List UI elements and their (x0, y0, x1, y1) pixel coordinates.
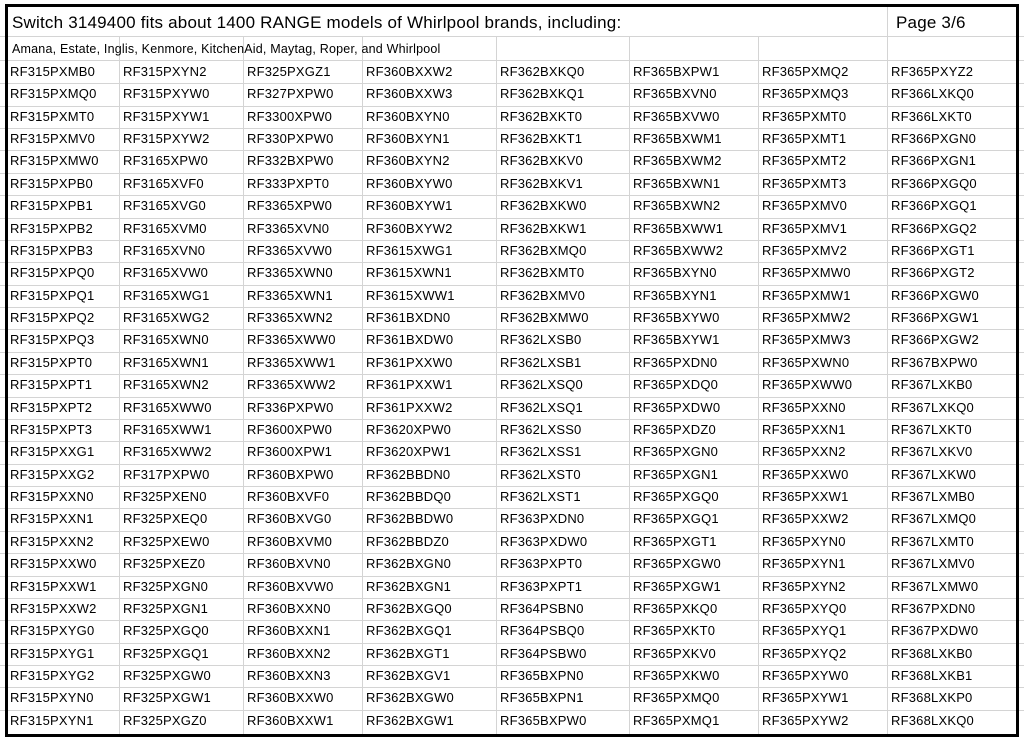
model-cell: RF332BXPW0 (247, 153, 334, 168)
model-cell: RF364PSBN0 (500, 601, 584, 616)
model-cell: RF365PXYN1 (762, 556, 846, 571)
model-cell: RF367LXKW0 (891, 467, 977, 482)
model-cell: RF315PXXN0 (10, 489, 94, 504)
model-cell: RF365BXVW0 (633, 109, 720, 124)
model-cell: RF3165XWN2 (123, 377, 209, 392)
model-cell: RF365BXWN1 (633, 176, 721, 191)
model-cell: RF3365XWN1 (247, 288, 333, 303)
grid-vline (758, 36, 759, 737)
model-cell: RF362BBDQ0 (366, 489, 452, 504)
model-cell: RF3165XVF0 (123, 176, 204, 191)
model-cell: RF360BXYW2 (366, 221, 453, 236)
model-cell: RF360BXYN1 (366, 131, 450, 146)
model-cell: RF325PXGQ0 (123, 623, 209, 638)
model-cell: RF365BXWW1 (633, 221, 724, 236)
model-cell: RF3365XWN0 (247, 265, 333, 280)
model-cell: RF362BXKQ0 (500, 64, 585, 79)
model-cell: RF317PXPW0 (123, 467, 210, 482)
model-cell: RF365PXDQ0 (633, 377, 719, 392)
model-cell: RF365BXYN0 (633, 265, 717, 280)
model-cell: RF362BXGQ0 (366, 601, 452, 616)
model-cell: RF366PXGN0 (891, 131, 977, 146)
model-cell: RF3615XWN1 (366, 265, 452, 280)
model-cell: RF360BXVM0 (247, 534, 333, 549)
model-cell: RF3365XVN0 (247, 221, 330, 236)
model-cell: RF365PXKT0 (633, 623, 716, 638)
model-cell: RF365PXMW3 (762, 332, 851, 347)
model-cell: RF315PXMB0 (10, 64, 96, 79)
model-cell: RF365PXXW2 (762, 511, 849, 526)
model-cell: RF360BXXW0 (247, 690, 334, 705)
model-cell: RF363PXPT0 (500, 556, 583, 571)
model-cell: RF360BXXW3 (366, 86, 453, 101)
model-cell: RF315PXYN1 (10, 713, 94, 728)
model-cell: RF365PXMV1 (762, 221, 848, 236)
model-cell: RF365PXMV0 (762, 198, 848, 213)
grid-vline (119, 36, 120, 737)
model-cell: RF362BXGN0 (366, 556, 452, 571)
model-cell: RF360BXVF0 (247, 489, 330, 504)
model-cell: RF367LXKT0 (891, 422, 972, 437)
model-cell: RF367PXDN0 (891, 601, 976, 616)
model-cell: RF365PXYQ1 (762, 623, 847, 638)
model-cell: RF365PXGQ0 (633, 489, 719, 504)
model-cell: RF365BXPN0 (500, 668, 584, 683)
model-cell: RF361BXDN0 (366, 310, 451, 325)
model-cell: RF3365XWW1 (247, 355, 336, 370)
model-cell: RF360BXXW2 (366, 64, 453, 79)
model-cell: RF360BXXN3 (247, 668, 331, 683)
model-cell: RF3365XWW2 (247, 377, 336, 392)
model-cell: RF3165XWN1 (123, 355, 209, 370)
model-cell: RF3165XVW0 (123, 265, 209, 280)
model-cell: RF325PXEN0 (123, 489, 207, 504)
model-cell: RF362BXKT0 (500, 109, 583, 124)
model-cell: RF360BXXN0 (247, 601, 331, 616)
model-cell: RF362BXMT0 (500, 265, 585, 280)
model-cell: RF365PXYW2 (762, 713, 849, 728)
model-cell: RF315PXPT1 (10, 377, 93, 392)
model-cell: RF365PXMQ1 (633, 713, 720, 728)
model-cell: RF315PXYN0 (10, 690, 94, 705)
model-cell: RF362LXST0 (500, 467, 581, 482)
model-cell: RF3365XPW0 (247, 198, 333, 213)
model-cell: RF3600XPW1 (247, 444, 333, 459)
model-cell: RF315PXPB2 (10, 221, 93, 236)
model-cell: RF3165XWW1 (123, 422, 212, 437)
model-cell: RF365PXXN1 (762, 422, 846, 437)
model-cell: RF365PXMT0 (762, 109, 847, 124)
model-cell: RF362LXST1 (500, 489, 581, 504)
model-cell: RF365PXYW1 (762, 690, 849, 705)
model-cell: RF365PXDZ0 (633, 422, 716, 437)
model-cell: RF362LXSB1 (500, 355, 582, 370)
model-cell: RF315PXXW0 (10, 556, 97, 571)
model-cell: RF367PXDW0 (891, 623, 979, 638)
model-cell: RF362BXGQ1 (366, 623, 452, 638)
model-cell: RF3165XWW2 (123, 444, 212, 459)
model-cell: RF362LXSS0 (500, 422, 582, 437)
model-cell: RF365PXMT1 (762, 131, 847, 146)
model-cell: RF315PXPQ3 (10, 332, 95, 347)
model-cell: RF365BXYW0 (633, 310, 720, 325)
model-cell: RF360BXXN1 (247, 623, 331, 638)
model-cell: RF336PXPW0 (247, 400, 334, 415)
model-cell: RF3165XWN0 (123, 332, 209, 347)
model-cell: RF365PXMQ0 (633, 690, 720, 705)
page-indicator: Page 3/6 (896, 13, 966, 32)
model-cell: RF365PXXW0 (762, 467, 849, 482)
model-cell: RF365PXYN0 (762, 534, 846, 549)
model-cell: RF3165XWG1 (123, 288, 210, 303)
model-cell: RF315PXPT2 (10, 400, 93, 415)
model-cell: RF362BXKT1 (500, 131, 583, 146)
model-cell: RF367LXMB0 (891, 489, 975, 504)
model-cell: RF3615XWG1 (366, 243, 453, 258)
model-cell: RF362BXGT1 (366, 646, 450, 661)
model-cell: RF325PXGZ1 (247, 64, 331, 79)
model-cell: RF360BXYN2 (366, 153, 450, 168)
model-cell: RF365PXMQ3 (762, 86, 849, 101)
model-cell: RF367LXMV0 (891, 556, 975, 571)
model-cell: RF3615XWW1 (366, 288, 455, 303)
model-cell: RF365PXGN1 (633, 467, 719, 482)
model-cell: RF365PXDW0 (633, 400, 721, 415)
model-cell: RF362LXSQ1 (500, 400, 583, 415)
model-cell: RF365PXYN2 (762, 579, 846, 594)
model-cell: RF315PXYW1 (123, 109, 210, 124)
model-cell: RF3300XPW0 (247, 109, 333, 124)
model-cell: RF366PXGQ0 (891, 176, 977, 191)
grid-vline (243, 36, 244, 737)
model-cell: RF365BXPN1 (500, 690, 584, 705)
model-cell: RF363PXDW0 (500, 534, 588, 549)
model-cell: RF367LXKQ0 (891, 400, 974, 415)
model-cell: RF365PXYZ2 (891, 64, 974, 79)
model-cell: RF325PXGZ0 (123, 713, 207, 728)
model-cell: RF327PXPW0 (247, 86, 334, 101)
model-cell: RF360BXXW1 (247, 713, 334, 728)
model-cell: RF361BXDW0 (366, 332, 454, 347)
model-cell: RF367LXMT0 (891, 534, 974, 549)
model-cell: RF366PXGT1 (891, 243, 975, 258)
model-cell: RF315PXMQ0 (10, 86, 97, 101)
model-cell: RF366PXGW2 (891, 332, 979, 347)
model-cell: RF315PXYG2 (10, 668, 95, 683)
model-cell: RF365PXMT3 (762, 176, 847, 191)
model-cell: RF3365XWN2 (247, 310, 333, 325)
model-cell: RF365PXKV0 (633, 646, 716, 661)
model-cell: RF315PXYW2 (123, 131, 210, 146)
model-cell: RF365PXMW0 (762, 265, 851, 280)
model-cell: RF368LXKQ0 (891, 713, 974, 728)
model-cell: RF365BXWW2 (633, 243, 724, 258)
model-cell: RF362BXKV0 (500, 153, 583, 168)
model-cell: RF3165XVM0 (123, 221, 207, 236)
model-cell: RF365PXYQ2 (762, 646, 847, 661)
model-cell: RF364PSBQ0 (500, 623, 585, 638)
model-cell: RF362BXMW0 (500, 310, 589, 325)
grid-vline (496, 36, 497, 737)
model-cell: RF362BXMV0 (500, 288, 586, 303)
model-cell: RF360BXYW1 (366, 198, 453, 213)
model-cell: RF366PXGT2 (891, 265, 975, 280)
model-cell: RF360BXXN2 (247, 646, 331, 661)
model-cell: RF365PXXW1 (762, 489, 849, 504)
model-cell: RF367BXPW0 (891, 355, 978, 370)
model-cell: RF365PXWW0 (762, 377, 853, 392)
model-cell: RF315PXPQ0 (10, 265, 95, 280)
model-cell: RF315PXPQ2 (10, 310, 95, 325)
model-cell: RF365BXWM2 (633, 153, 722, 168)
model-cell: RF315PXYG0 (10, 623, 95, 638)
model-cell: RF360BXYW0 (366, 176, 453, 191)
model-cell: RF362BXGW0 (366, 690, 454, 705)
model-cell: RF360BXYN0 (366, 109, 450, 124)
model-cell: RF362BXMQ0 (500, 243, 587, 258)
model-cell: RF365PXGN0 (633, 444, 719, 459)
model-cell: RF362BXGN1 (366, 579, 452, 594)
model-cell: RF363PXPT1 (500, 579, 583, 594)
model-cell: RF365PXGW0 (633, 556, 721, 571)
model-cell: RF368LXKB0 (891, 646, 973, 661)
model-cell: RF362LXSQ0 (500, 377, 583, 392)
model-cell: RF3620XPW1 (366, 444, 452, 459)
model-cell: RF315PXXG2 (10, 467, 95, 482)
model-cell: RF3600XPW0 (247, 422, 333, 437)
model-cell: RF366LXKQ0 (891, 86, 974, 101)
model-cell: RF365PXYW0 (762, 668, 849, 683)
model-cell: RF362BBDW0 (366, 511, 454, 526)
model-cell: RF367LXKV0 (891, 444, 973, 459)
model-cell: RF325PXEQ0 (123, 511, 208, 526)
model-cell: RF325PXGW0 (123, 668, 211, 683)
model-cell: RF368LXKB1 (891, 668, 973, 683)
model-cell: RF365PXMT2 (762, 153, 847, 168)
model-cell: RF315PXXN2 (10, 534, 94, 549)
model-cell: RF366PXGQ2 (891, 221, 977, 236)
model-cell: RF366PXGQ1 (891, 198, 977, 213)
model-cell: RF365BXWN2 (633, 198, 721, 213)
model-cell: RF325PXEZ0 (123, 556, 206, 571)
model-cell: RF315PXPT3 (10, 422, 93, 437)
model-cell: RF365BXPW1 (633, 64, 720, 79)
model-cell: RF325PXGQ1 (123, 646, 209, 661)
model-cell: RF360BXPW0 (247, 467, 334, 482)
sheet-title: Switch 3149400 fits about 1400 RANGE models of Whirlpool brands, including: (12, 13, 622, 32)
model-cell: RF360BXVG0 (247, 511, 332, 526)
grid-vline (362, 36, 363, 737)
model-cell: RF315PXXW2 (10, 601, 97, 616)
model-cell: RF3365XVW0 (247, 243, 333, 258)
model-cell: RF362BBDN0 (366, 467, 451, 482)
model-cell: RF360BXVW0 (247, 579, 334, 594)
model-cell: RF3165XVN0 (123, 243, 206, 258)
model-cell: RF363PXDN0 (500, 511, 585, 526)
model-cell: RF365BXWM1 (633, 131, 722, 146)
model-cell: RF366LXKT0 (891, 109, 972, 124)
model-cell: RF330PXPW0 (247, 131, 334, 146)
model-cell: RF365BXYN1 (633, 288, 717, 303)
model-cell: RF315PXPB0 (10, 176, 93, 191)
grid-vline (887, 4, 888, 737)
model-cell: RF325PXGN0 (123, 579, 209, 594)
model-cell: RF365PXXN2 (762, 444, 846, 459)
model-cell: RF362BXGW1 (366, 713, 454, 728)
model-cell: RF315PXPB1 (10, 198, 93, 213)
model-cell: RF315PXMW0 (10, 153, 99, 168)
model-cell: RF315PXYN2 (123, 64, 207, 79)
model-cell: RF325PXEW0 (123, 534, 210, 549)
model-cell: RF362LXSB0 (500, 332, 582, 347)
model-cell: RF365PXYQ0 (762, 601, 847, 616)
model-cell: RF365PXGT1 (633, 534, 717, 549)
model-cell: RF365PXMW1 (762, 288, 851, 303)
model-cell: RF365PXMQ2 (762, 64, 849, 79)
grid-vline (629, 36, 630, 737)
model-cell: RF365BXYW1 (633, 332, 720, 347)
model-cell: RF368LXKP0 (891, 690, 973, 705)
model-cell: RF325PXGN1 (123, 601, 209, 616)
model-cell: RF365PXKW0 (633, 668, 720, 683)
model-cell: RF361PXXW1 (366, 377, 453, 392)
model-cell: RF365PXWN0 (762, 355, 850, 370)
model-cell: RF366PXGW1 (891, 310, 979, 325)
model-cell: RF365PXGW1 (633, 579, 721, 594)
model-cell: RF3165XWW0 (123, 400, 212, 415)
model-cell: RF367LXKB0 (891, 377, 973, 392)
model-cell: RF315PXPT0 (10, 355, 93, 370)
model-cell: RF362BBDZ0 (366, 534, 449, 549)
model-cell: RF3165XVG0 (123, 198, 206, 213)
model-cell: RF315PXXW1 (10, 579, 97, 594)
model-cell: RF362BXKQ1 (500, 86, 585, 101)
model-cell: RF315PXYG1 (10, 646, 95, 661)
model-cell: RF366PXGN1 (891, 153, 977, 168)
model-cell: RF3365XWW0 (247, 332, 336, 347)
model-cell: RF3165XWG2 (123, 310, 210, 325)
model-cell: RF315PXMT0 (10, 109, 95, 124)
model-cell: RF365PXKQ0 (633, 601, 718, 616)
model-cell: RF361PXXW2 (366, 400, 453, 415)
model-cell: RF365PXXN0 (762, 400, 846, 415)
model-cell: RF365PXDN0 (633, 355, 718, 370)
model-cell: RF362BXKW0 (500, 198, 587, 213)
model-cell: RF3620XPW0 (366, 422, 452, 437)
model-cell: RF366PXGW0 (891, 288, 979, 303)
model-cell: RF360BXVN0 (247, 556, 331, 571)
model-cell: RF367LXMQ0 (891, 511, 977, 526)
model-cell: RF362BXGV1 (366, 668, 451, 683)
model-cell: RF315PXMV0 (10, 131, 96, 146)
model-cell: RF315PXPQ1 (10, 288, 95, 303)
model-cell: RF365PXMW2 (762, 310, 851, 325)
model-cell: RF364PSBW0 (500, 646, 587, 661)
model-cell: RF315PXPB3 (10, 243, 93, 258)
model-cell: RF362BXKV1 (500, 176, 583, 191)
model-cell: RF315PXYW0 (123, 86, 210, 101)
model-cell: RF365BXVN0 (633, 86, 717, 101)
model-cell: RF315PXXN1 (10, 511, 94, 526)
model-cell: RF365PXMV2 (762, 243, 848, 258)
model-cell: RF365BXPW0 (500, 713, 587, 728)
model-cell: RF365PXGQ1 (633, 511, 719, 526)
model-cell: RF3165XPW0 (123, 153, 209, 168)
model-cell: RF367LXMW0 (891, 579, 979, 594)
model-cell: RF361PXXW0 (366, 355, 453, 370)
model-cell: RF325PXGW1 (123, 690, 211, 705)
brands-list: Amana, Estate, Inglis, Kenmore, KitchenAid, Maytag, Roper, and Whirlpool (12, 42, 441, 56)
model-cell: RF315PXXG1 (10, 444, 95, 459)
model-cell: RF362LXSS1 (500, 444, 582, 459)
model-cell: RF362BXKW1 (500, 221, 587, 236)
model-cell: RF333PXPT0 (247, 176, 330, 191)
